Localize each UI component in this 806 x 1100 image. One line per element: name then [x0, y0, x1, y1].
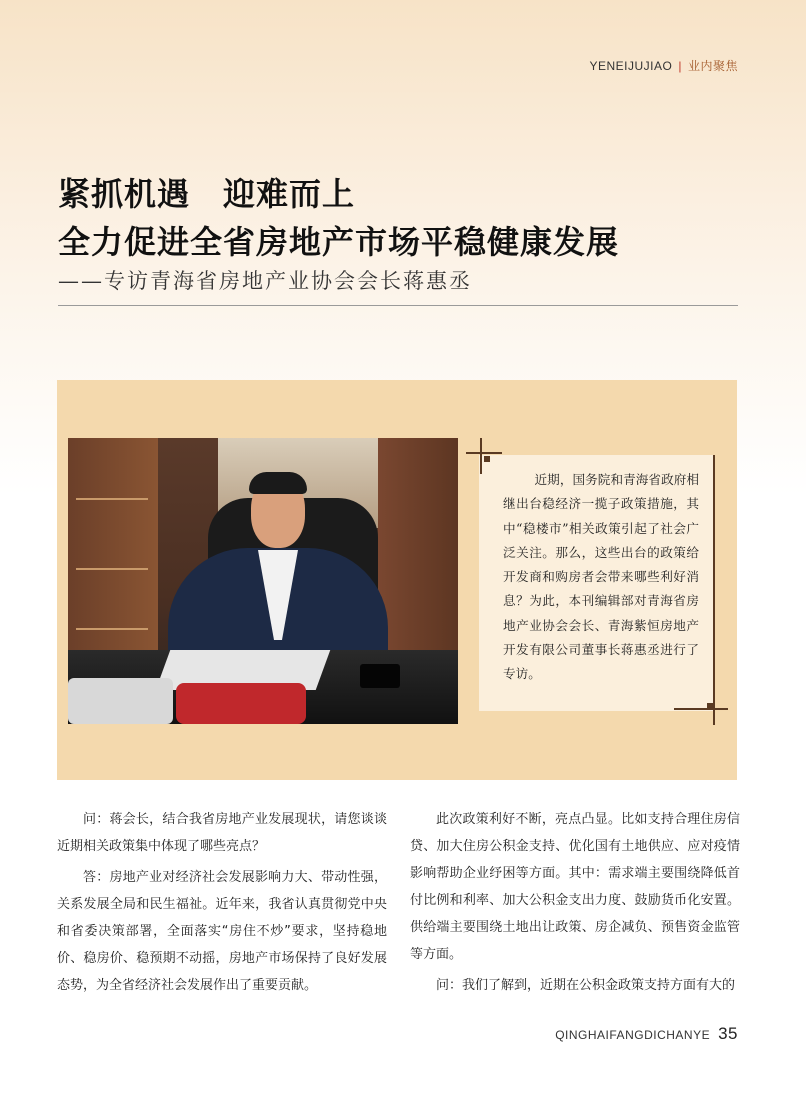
article-subtitle: ——专访青海省房地产业协会会长蒋惠丞: [58, 269, 472, 293]
question-2: 问：我们了解到，近期在公积金政策支持方面有大的: [436, 978, 736, 993]
section-tag-en: YENEIJUJIAO: [589, 59, 673, 73]
page-footer: [555, 1024, 738, 1044]
article-title-line1: 紧抓机遇 迎难而上: [58, 175, 356, 213]
question-1: 问：蒋会长，结合我省房地产业发展现状，请您谈谈近期相关政策集中体现了哪些亮点？: [57, 812, 387, 854]
interview-photo: [68, 438, 458, 724]
corner-line-top-v: [480, 438, 482, 474]
article-title: [58, 170, 619, 266]
answer-1: 答：房地产业对经济社会发展影响力大、带动性强，关系发展全局和民生福祉。近年来，我省认真贯彻党中央和省委决策部署，全面落实“房住不炒”要求，坚持稳地价、稳房价、稳预期不动摇，房地产市场保持了良好发展态势，为全省经济社会发展作出了重要贡献。: [57, 870, 387, 993]
answer-1-continued: 此次政策利好不断，亮点凸显。比如支持合理住房信贷、加大住房公积金支持、优化国有土地供应、应对疫情影响帮助企业纾困等方面。其中：需求端主要围绕降低首付比例和利率、加大公积金支出力度、鼓励货币化安置。供给端主要围绕土地出让政策、房企减负、预售资金监管等方面。: [410, 812, 740, 962]
section-tag-separator: |: [678, 59, 682, 73]
corner-line-bottom-v: [713, 455, 715, 725]
section-header: [590, 57, 739, 74]
corner-line-top-h: [466, 452, 502, 454]
section-tag-cn: 业内聚焦: [687, 59, 738, 73]
corner-dot-bottom: [707, 703, 713, 709]
corner-dot-top: [484, 456, 490, 462]
intro-text: 近期，国务院和青海省政府相继出台稳经济一揽子政策措施，其中“稳楼市”相关政策引起了社会广泛关注。那么，这些出台的政策给开发商和购房者会带来哪些利好消息？为此，本刊编辑部对青海省房地产业协会会长、青海紫恒房地产开发有限公司董事长蒋惠丞进行了专访。: [503, 472, 699, 682]
magazine-name: QINGHAIFANGDICHANYE: [555, 1028, 711, 1042]
article-title-line2: 全力促进全省房地产市场平稳健康发展: [58, 223, 620, 261]
corner-line-bottom-h: [674, 708, 728, 710]
body-column-left: [57, 806, 387, 1003]
title-divider: [58, 305, 738, 306]
page-number: 35: [718, 1024, 738, 1043]
body-column-right: [410, 806, 740, 1003]
